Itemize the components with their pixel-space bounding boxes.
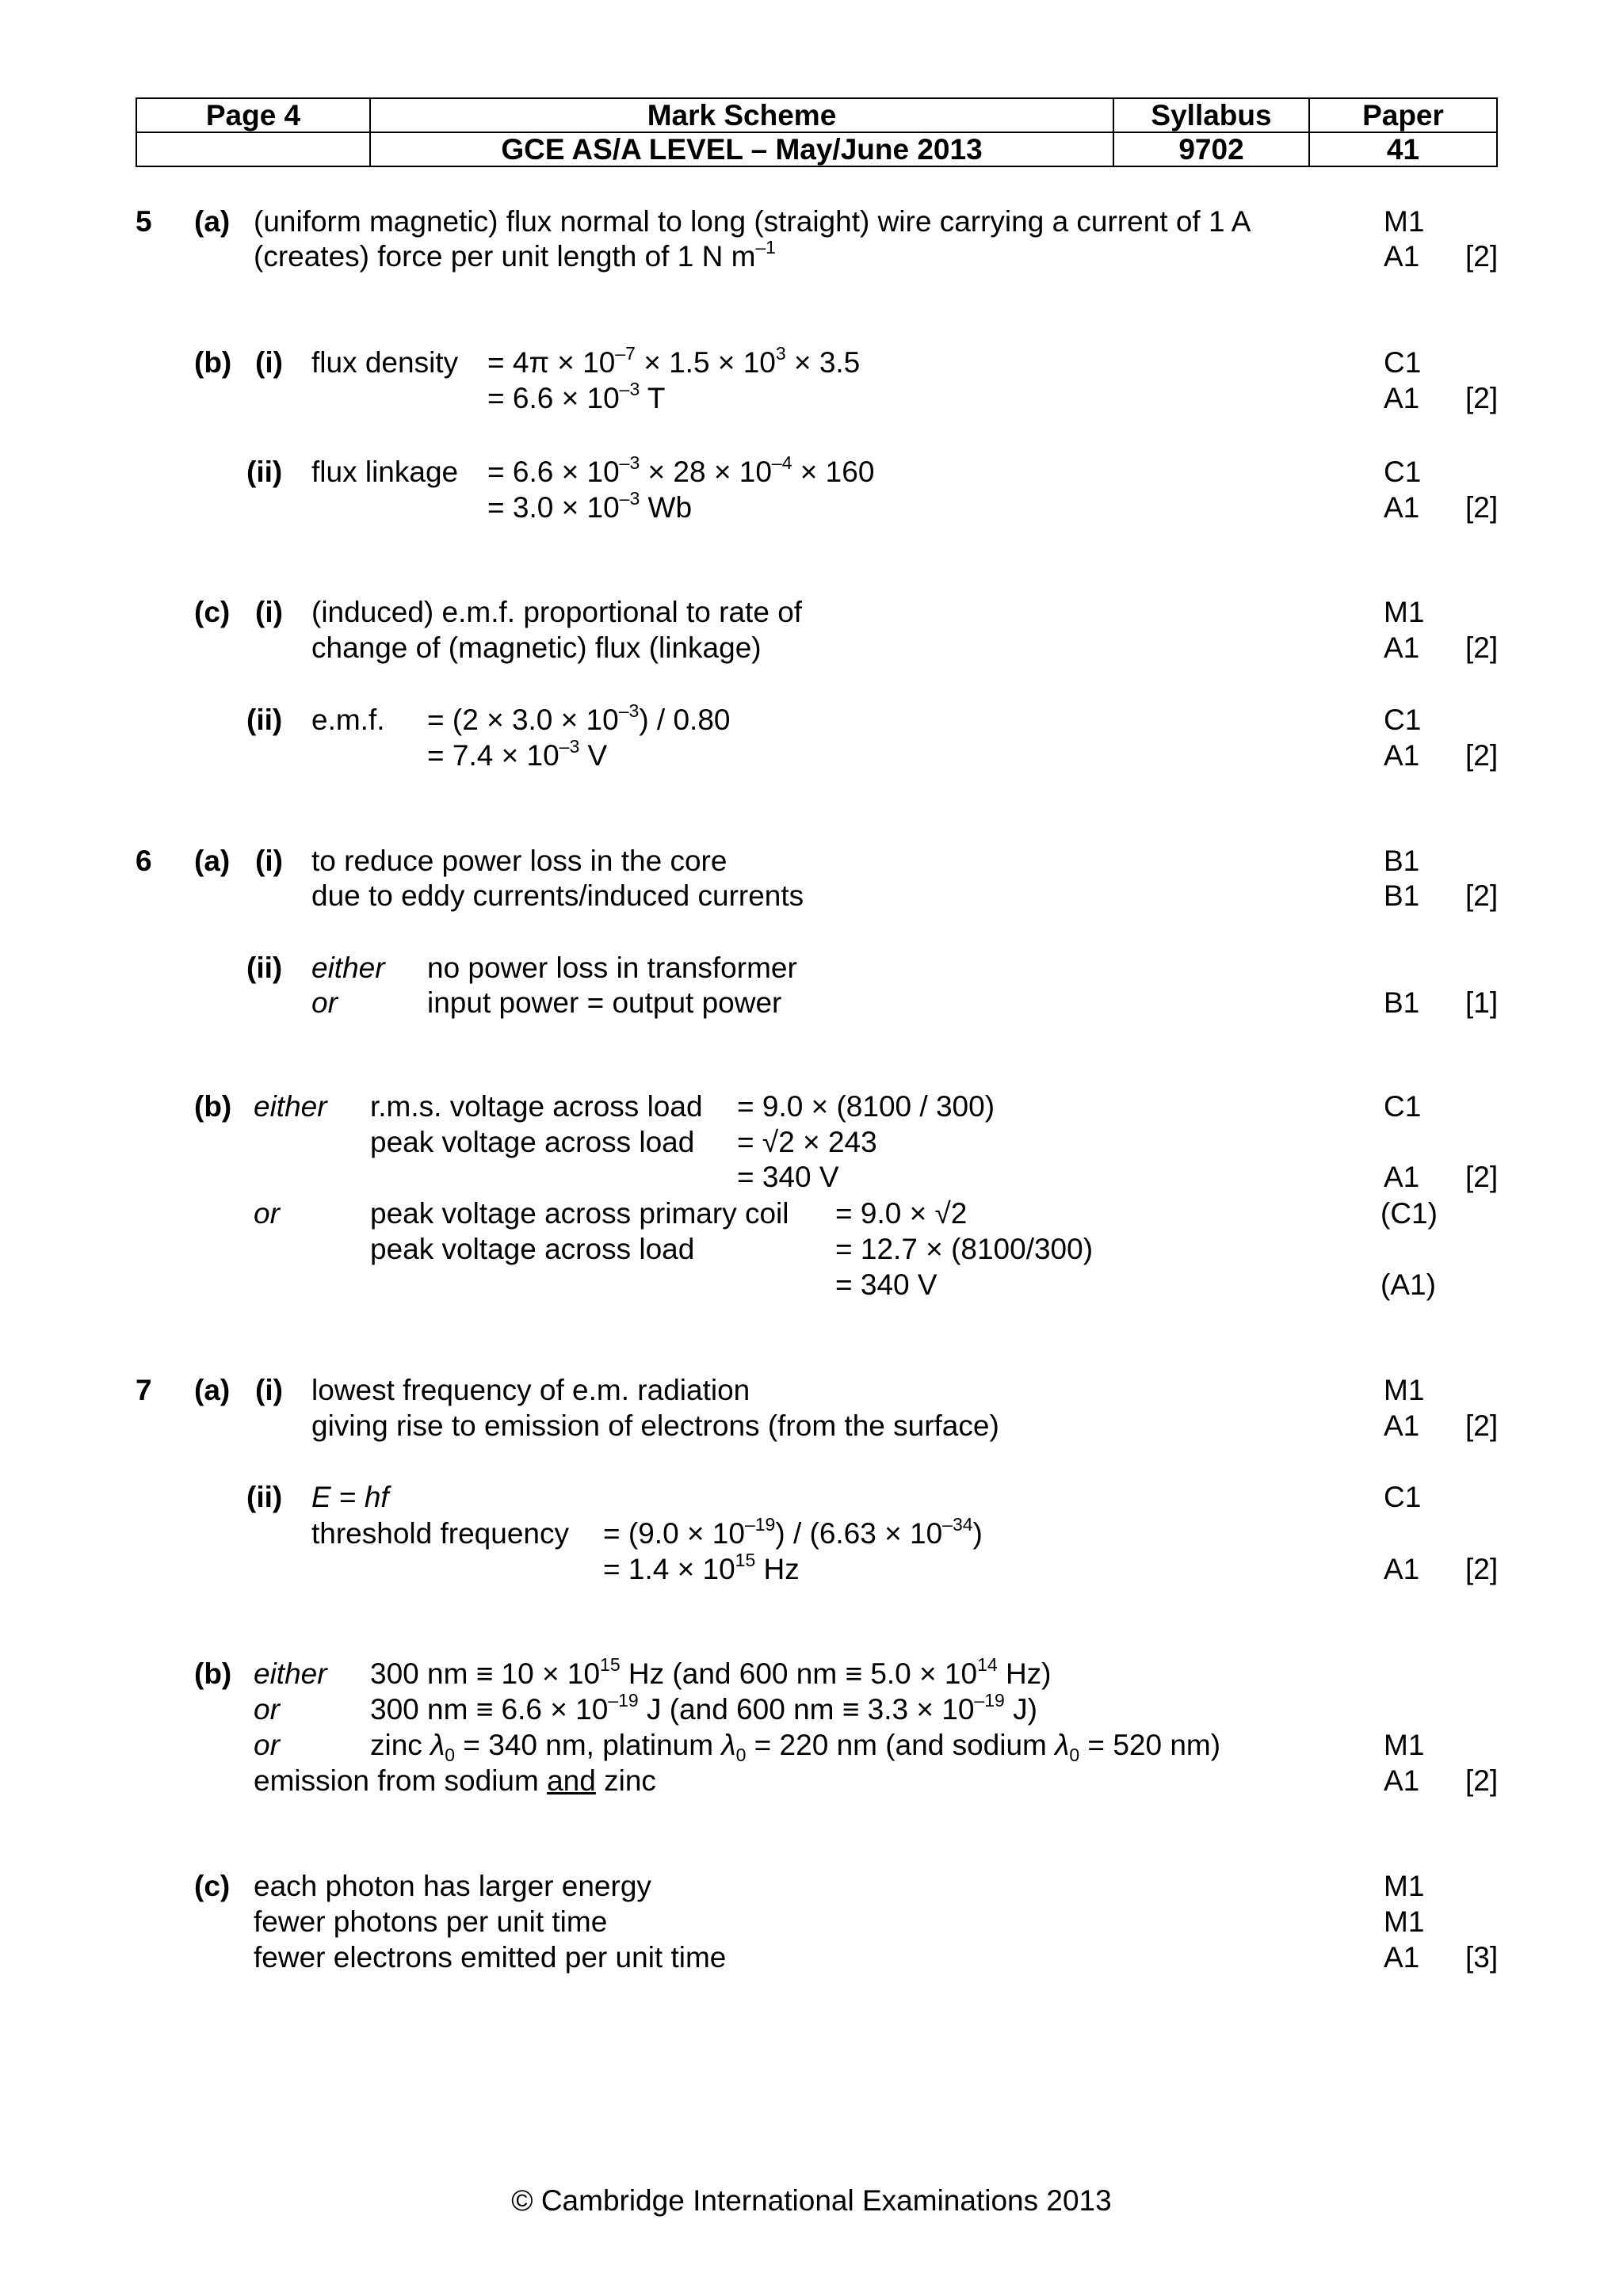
q5bii-mark1: C1 (1384, 456, 1422, 488)
q6ai-line2: due to eddy currents/induced currents (311, 879, 804, 912)
q7aii-mark2: A1 (1384, 1553, 1420, 1585)
q6b-mark2: A1 (1384, 1161, 1420, 1193)
q7aii-label: (ii) (246, 1481, 283, 1513)
q7ai-label: (i) (255, 1374, 283, 1406)
q6b-or-val3: = 340 V (835, 1268, 938, 1301)
q7c-mark1: M1 (1384, 1870, 1425, 1902)
q6aii-either: either (311, 952, 385, 984)
q5ci-line1: (induced) e.m.f. proportional to rate of (311, 596, 803, 628)
q5cii-line1: = $(2 \times 3.0 \times 10^{-3}) / 0.80$ (427, 700, 731, 736)
q6aii-label: (ii) (246, 952, 283, 984)
q5bi-line2: = $6.6 \times 10^{-3}$ T (487, 379, 666, 414)
q5bii-total: [2] (1465, 491, 1499, 524)
q5cii-mark1: C1 (1384, 704, 1422, 736)
page-blank-cell (136, 132, 370, 166)
scheme-value: GCE AS/A LEVEL – May/June 2013 (370, 132, 1113, 166)
q5cii-line2: = $7.4 \times 10^{-3}$ V (427, 736, 608, 772)
q7c-line3: fewer electrons emitted per unit time (254, 1941, 727, 1974)
header-table (136, 97, 1498, 167)
q7b-mark1: M1 (1384, 1729, 1425, 1761)
q7b-or1: or (254, 1693, 280, 1726)
q7a-label: (a) (194, 1374, 231, 1406)
q6b-mark3: (C1) (1381, 1197, 1438, 1230)
q6ai-total: [2] (1465, 879, 1499, 912)
q6b-either: either (254, 1090, 327, 1123)
q6aii-total: [1] (1465, 986, 1499, 1019)
q7aii-mark1: C1 (1384, 1481, 1422, 1513)
q5bii-line1: = $6.6 \times 10^{-3} \times 28 \times 10^{-4} \times 160$ (487, 452, 875, 488)
q5ci-mark2: A1 (1384, 631, 1420, 664)
q6b-either-val1: = 9.0 × (8100 / 300) (737, 1090, 995, 1123)
q5cii-label: (ii) (246, 704, 283, 736)
page-label: Page 4 (136, 98, 370, 132)
q6aii-or: or (311, 986, 338, 1019)
q5a-line1: (uniform magnetic) flux normal to long (straight) wire carrying a current of 1 A (254, 205, 1251, 238)
q7b-or2-line: zinc $\lambda_0 = 340$ nm, platinum $\lambda_0 = 220$ nm (and sodium $\lambda_0 = 520$ nm) (370, 1729, 1221, 1765)
q7b-conclusion: emission from sodium and zinc (254, 1764, 656, 1797)
q7aii-term: threshold frequency (311, 1517, 569, 1550)
q5a-label: (a) (194, 205, 231, 238)
q7c-total: [3] (1465, 1941, 1499, 1974)
q6b-mark4: (A1) (1381, 1268, 1436, 1301)
q5cii-term: e.m.f. (311, 704, 385, 736)
q5ci-label: (i) (255, 596, 283, 628)
q7aii-total: [2] (1465, 1553, 1499, 1585)
q5bii-term: flux linkage (311, 456, 459, 488)
q5a-mark2: A1 (1384, 240, 1420, 273)
q5bi-mark2: A1 (1384, 382, 1420, 414)
q7b-total: [2] (1465, 1764, 1499, 1797)
q7b-either: either (254, 1657, 327, 1690)
q7aii-equation: E = hf (311, 1481, 389, 1513)
paper-value: 41 (1309, 132, 1497, 166)
q5bii-line2: = $3.0 \times 10^{-3}$ Wb (487, 488, 693, 524)
q5bii-label: (ii) (246, 456, 283, 488)
q7b-or1-line: 300 nm ≡ $6.6 \times 10^{-19}$ J (and 600 nm ≡ $3.3 \times 10^{-19}$ J) (370, 1690, 1037, 1726)
q6b-either-val3: = 340 V (737, 1161, 839, 1193)
q5b-label: (b) (194, 346, 232, 379)
q7ai-total: [2] (1465, 1409, 1499, 1442)
q5ci-line2: change of (magnetic) flux (linkage) (311, 631, 762, 664)
q5bi-mark1: C1 (1384, 346, 1422, 379)
q5bi-term: flux density (311, 346, 459, 379)
q6b-either-term2: peak voltage across load (370, 1126, 695, 1158)
q6ai-mark2: B1 (1384, 879, 1420, 912)
syllabus-label: Syllabus (1113, 98, 1309, 132)
q5-number: 5 (136, 205, 152, 238)
q6b-or: or (254, 1197, 280, 1230)
q6b-or-val2: = 12.7 × (8100/300) (835, 1233, 1094, 1265)
q5ci-mark1: M1 (1384, 596, 1425, 628)
q7aii-line2: = $1.4 \times 10^{15}$ Hz (603, 1550, 800, 1585)
q6ai-label: (i) (255, 845, 283, 877)
q7c-line1: each photon has larger energy (254, 1870, 651, 1902)
q6b-or-val1: = 9.0 × √2 (835, 1197, 968, 1230)
q6aii-line2: input power = output power (427, 986, 782, 1019)
q7b-or2: or (254, 1729, 280, 1761)
q7aii-line1: = $(9.0 \times 10^{-19}) / (6.63 \times 10^{-34})$ (603, 1514, 983, 1550)
q6b-either-term1: r.m.s. voltage across load (370, 1090, 703, 1123)
q7b-label: (b) (194, 1657, 232, 1690)
q7ai-line2: giving rise to emission of electrons (from the surface) (311, 1409, 999, 1442)
q6ai-mark1: B1 (1384, 845, 1420, 877)
q5bii-mark2: A1 (1384, 491, 1420, 524)
q6b-total: [2] (1465, 1161, 1499, 1193)
q7ai-mark1: M1 (1384, 1374, 1425, 1406)
q7-number: 7 (136, 1374, 152, 1406)
q6a-label: (a) (194, 845, 231, 877)
q5a-total: [2] (1465, 240, 1499, 273)
q5c-label: (c) (194, 596, 231, 628)
q6b-mark1: C1 (1384, 1090, 1422, 1123)
q6ai-line1: to reduce power loss in the core (311, 845, 727, 877)
q7b-either-line: 300 nm ≡ $10 \times 10^{15}$ Hz (and 600 nm ≡ $5.0 \times 10^{14}$ Hz) (370, 1654, 1052, 1690)
q5bi-line1: = $4\pi \times 10^{-7} \times 1.5 \times 10^3 \times 3.5$ (487, 343, 861, 379)
q5bi-label: (i) (255, 346, 283, 379)
q5cii-total: [2] (1465, 739, 1499, 772)
q7c-line2: fewer photons per unit time (254, 1905, 608, 1938)
q6b-either-val2: = √2 × 243 (737, 1126, 877, 1158)
q6aii-line1: no power loss in transformer (427, 952, 797, 984)
q5cii-mark2: A1 (1384, 739, 1420, 772)
q7b-mark2: A1 (1384, 1764, 1420, 1797)
q6aii-mark: B1 (1384, 986, 1420, 1019)
copyright-footer: © Cambridge International Examinations 2013 (511, 2184, 1112, 2217)
q7ai-mark2: A1 (1384, 1409, 1420, 1442)
q7c-label: (c) (194, 1870, 231, 1902)
q7ai-line1: lowest frequency of e.m. radiation (311, 1374, 750, 1406)
q5a-line2: (creates) force per unit length of 1 N $m^{-1}$ (254, 237, 776, 273)
scheme-label: Mark Scheme (370, 98, 1113, 132)
q5bi-total: [2] (1465, 382, 1499, 414)
q5ci-total: [2] (1465, 631, 1499, 664)
q7c-mark2: M1 (1384, 1905, 1425, 1938)
q5a-mark1: M1 (1384, 205, 1425, 238)
paper-label: Paper (1309, 98, 1497, 132)
syllabus-value: 9702 (1113, 132, 1309, 166)
q6b-label: (b) (194, 1090, 232, 1123)
q6-number: 6 (136, 845, 152, 877)
q6b-or-term2: peak voltage across load (370, 1233, 695, 1265)
q7c-mark3: A1 (1384, 1941, 1420, 1974)
q6b-or-term1: peak voltage across primary coil (370, 1197, 789, 1230)
